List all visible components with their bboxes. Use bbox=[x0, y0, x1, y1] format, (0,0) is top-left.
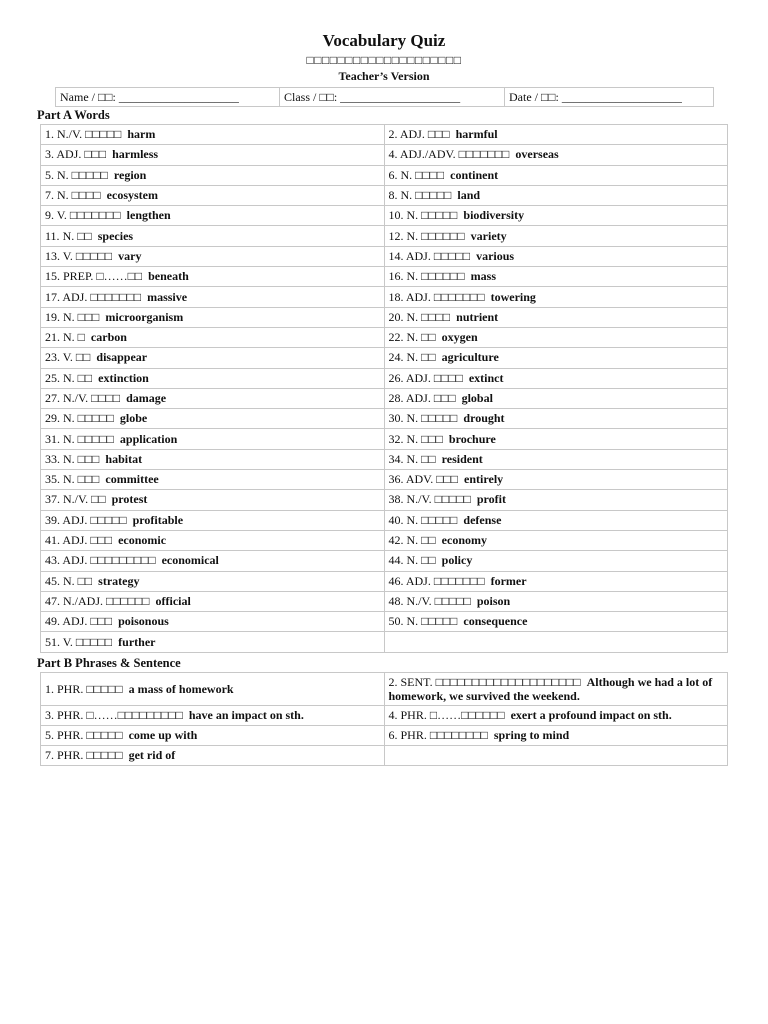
item-english: strategy bbox=[98, 573, 140, 588]
item-category: N. □□□□□ bbox=[400, 188, 452, 203]
item-category: ADJ. □□□□□ bbox=[405, 248, 471, 263]
vocab-item bbox=[384, 429, 728, 449]
vocab-item bbox=[41, 449, 385, 469]
item-english: profitable bbox=[132, 512, 184, 527]
item-number: 36. bbox=[388, 472, 404, 487]
words-row bbox=[41, 206, 728, 226]
item-category: ADJ. □□□□□ bbox=[62, 512, 127, 527]
item-english: application bbox=[119, 431, 178, 446]
item-english: official bbox=[155, 593, 191, 608]
item-english: land bbox=[457, 188, 481, 203]
item-category: ADJ. □□□ bbox=[62, 533, 113, 548]
part-a-heading: Part A Words bbox=[37, 108, 110, 122]
item-category: N. □□□ bbox=[63, 451, 100, 466]
item-number: 45. bbox=[45, 573, 60, 588]
words-row bbox=[41, 530, 728, 550]
item-english: globe bbox=[119, 411, 148, 426]
words-row bbox=[41, 551, 728, 571]
item-number: 48. bbox=[388, 593, 404, 608]
words-row bbox=[41, 449, 728, 469]
item-english: get rid of bbox=[128, 748, 176, 762]
item-english: poisonous bbox=[118, 614, 169, 629]
item-english: species bbox=[97, 228, 134, 243]
words-table bbox=[40, 124, 728, 653]
item-number: 6. bbox=[388, 167, 398, 182]
item-number: 27. bbox=[45, 391, 60, 405]
words-row bbox=[41, 307, 728, 327]
item-number: 4. bbox=[388, 708, 398, 722]
item-number: 50. bbox=[388, 614, 404, 629]
item-number: 16. bbox=[388, 269, 404, 284]
item-category: PHR. □□□□□ bbox=[57, 748, 123, 762]
date-field[interactable]: Date / □□: ____________________ bbox=[505, 88, 714, 107]
item-number: 17. bbox=[45, 289, 60, 304]
version-label: Teacher’s Version bbox=[338, 69, 430, 83]
item-number: 37. bbox=[45, 492, 60, 507]
item-english: disappear bbox=[96, 350, 148, 365]
item-category: ADJ. □□□ bbox=[56, 147, 107, 162]
item-category: N. □□ bbox=[406, 533, 436, 548]
item-number: 49. bbox=[45, 614, 60, 629]
item-number: 2. bbox=[388, 675, 398, 689]
vocab-item bbox=[384, 307, 728, 327]
vocab-item bbox=[41, 307, 385, 327]
item-english: consequence bbox=[463, 614, 528, 629]
item-english: poison bbox=[476, 593, 511, 608]
vocab-item bbox=[384, 510, 728, 530]
item-english: extinction bbox=[98, 370, 149, 385]
vocab-item bbox=[384, 145, 728, 165]
vocab-item bbox=[41, 470, 385, 490]
item-number: 28. bbox=[388, 391, 404, 405]
item-category: ADJ. □□□ bbox=[62, 614, 113, 629]
item-number: 41. bbox=[45, 533, 60, 548]
empty-cell bbox=[384, 746, 728, 766]
empty-cell bbox=[384, 632, 728, 652]
vocab-item bbox=[41, 145, 385, 165]
vocab-item bbox=[384, 125, 728, 145]
item-number: 31. bbox=[45, 431, 60, 446]
item-category: N. □□□□□ bbox=[63, 411, 114, 426]
item-english: economy bbox=[441, 533, 487, 548]
words-row bbox=[41, 591, 728, 611]
item-number: 15. bbox=[45, 269, 60, 284]
item-english: variety bbox=[470, 228, 507, 243]
item-number: 40. bbox=[388, 512, 404, 527]
item-english: drought bbox=[463, 411, 505, 426]
item-category: N./ADJ. □□□□□□ bbox=[63, 593, 150, 608]
item-number: 21. bbox=[45, 330, 60, 345]
vocab-item bbox=[41, 490, 385, 510]
item-number: 34. bbox=[388, 451, 404, 466]
item-category: PHR. □□□□□ bbox=[57, 728, 123, 742]
item-category: PHR. □……□□□□□□ bbox=[400, 708, 505, 722]
item-category: ADJ. □□□□ bbox=[405, 370, 463, 385]
item-category: N. □□□ bbox=[63, 472, 100, 487]
item-category: N. □□□□ bbox=[400, 167, 445, 182]
item-english: committee bbox=[105, 472, 159, 487]
item-english: further bbox=[118, 634, 156, 649]
item-category: N. □□□□□ bbox=[57, 167, 108, 182]
item-english: mass bbox=[470, 269, 496, 284]
item-english: region bbox=[113, 167, 147, 182]
item-english: harmless bbox=[112, 147, 159, 162]
vocab-item bbox=[41, 571, 385, 591]
vocab-item bbox=[384, 226, 728, 246]
vocab-item bbox=[41, 530, 385, 550]
item-category: V. □□□□□□□ bbox=[56, 208, 121, 223]
words-row bbox=[41, 490, 728, 510]
words-row bbox=[41, 409, 728, 429]
quiz-subtitle: □□□□□□□□□□□□□□□□□□□□ bbox=[306, 53, 462, 67]
item-category: PHR. □□□□□□□□ bbox=[400, 728, 488, 742]
item-english: resident bbox=[441, 451, 483, 466]
item-category: ADJ./ADV. □□□□□□□ bbox=[399, 147, 510, 162]
item-number: 33. bbox=[45, 451, 60, 466]
item-english: agriculture bbox=[441, 350, 499, 365]
quiz-title: Vocabulary Quiz bbox=[322, 31, 446, 50]
item-english: spring to mind bbox=[493, 728, 570, 742]
vocab-item bbox=[384, 287, 728, 307]
item-number: 42. bbox=[388, 533, 404, 548]
vocab-item bbox=[41, 388, 385, 408]
item-english: exert a profound impact on sth. bbox=[510, 708, 672, 722]
item-category: N. □□ bbox=[62, 228, 92, 243]
item-english: various bbox=[476, 248, 515, 263]
vocab-item bbox=[41, 726, 385, 746]
item-number: 6. bbox=[388, 728, 398, 742]
item-number: 1. bbox=[45, 681, 54, 696]
phrases-row bbox=[41, 746, 728, 766]
item-category: V. □□□□□ bbox=[62, 634, 113, 649]
item-number: 3. bbox=[45, 708, 54, 722]
item-number: 47. bbox=[45, 593, 60, 608]
item-number: 32. bbox=[388, 431, 404, 446]
item-number: 30. bbox=[388, 411, 404, 426]
item-number: 38. bbox=[388, 492, 404, 507]
item-english: massive bbox=[147, 289, 188, 304]
words-row bbox=[41, 429, 728, 449]
words-row bbox=[41, 470, 728, 490]
vocab-item bbox=[41, 226, 385, 246]
item-number: 14. bbox=[388, 248, 404, 263]
item-english: towering bbox=[490, 289, 536, 304]
vocab-item bbox=[41, 368, 385, 388]
item-number: 19. bbox=[45, 309, 60, 324]
item-category: N./V. □□□□□ bbox=[57, 127, 122, 142]
item-number: 22. bbox=[388, 330, 404, 345]
vocab-item bbox=[384, 165, 728, 185]
item-category: PHR. □……□□□□□□□□□ bbox=[57, 708, 183, 722]
item-category: N. □□ bbox=[406, 330, 436, 345]
phrases-row bbox=[41, 673, 728, 706]
item-category: ADJ. □□□ bbox=[405, 391, 456, 405]
vocab-item bbox=[41, 746, 385, 766]
item-english: biodiversity bbox=[463, 208, 525, 223]
item-category: N. □□ bbox=[406, 553, 436, 568]
item-english: come up with bbox=[128, 728, 198, 742]
item-number: 12. bbox=[388, 228, 404, 243]
item-number: 18. bbox=[388, 289, 404, 304]
item-category: N. □□ bbox=[63, 573, 93, 588]
item-english: beneath bbox=[148, 269, 189, 284]
item-category: ADV. □□□ bbox=[405, 472, 459, 487]
vocab-item bbox=[384, 348, 728, 368]
vocab-item bbox=[41, 246, 385, 266]
vocab-item bbox=[41, 206, 385, 226]
phrases-row bbox=[41, 726, 728, 746]
vocab-item bbox=[384, 368, 728, 388]
item-english: economic bbox=[118, 533, 167, 548]
vocab-item bbox=[384, 470, 728, 490]
vocab-item bbox=[41, 673, 385, 706]
vocab-item bbox=[384, 409, 728, 429]
class-field[interactable]: Class / □□: ____________________ bbox=[280, 88, 505, 107]
item-number: 7. bbox=[45, 748, 54, 762]
words-row bbox=[41, 165, 728, 185]
item-number: 11. bbox=[45, 228, 60, 243]
item-number: 5. bbox=[45, 167, 54, 182]
vocab-item bbox=[384, 530, 728, 550]
words-row bbox=[41, 368, 728, 388]
vocab-item bbox=[384, 571, 728, 591]
item-category: N. □□□□□ bbox=[63, 431, 114, 446]
item-number: 26. bbox=[388, 370, 404, 385]
item-category: N. □□ bbox=[63, 370, 93, 385]
vocab-item bbox=[384, 706, 728, 726]
item-english: microorganism bbox=[105, 309, 184, 324]
item-number: 24. bbox=[388, 350, 404, 365]
vocab-item bbox=[41, 409, 385, 429]
vocab-item bbox=[41, 706, 385, 726]
vocab-item bbox=[41, 327, 385, 347]
item-english: brochure bbox=[448, 431, 496, 446]
vocab-item bbox=[41, 632, 385, 652]
item-english: nutrient bbox=[456, 309, 499, 324]
item-category: ADJ. □□□□□□□□□ bbox=[62, 553, 156, 568]
item-number: 13. bbox=[45, 248, 60, 263]
words-row bbox=[41, 226, 728, 246]
item-english: ecosystem bbox=[106, 188, 158, 203]
item-category: PREP. □……□□ bbox=[63, 269, 143, 284]
item-english: extinct bbox=[468, 370, 504, 385]
vocab-item bbox=[384, 267, 728, 287]
words-row bbox=[41, 612, 728, 632]
item-number: 44. bbox=[388, 553, 404, 568]
vocab-item bbox=[41, 287, 385, 307]
item-number: 8. bbox=[388, 188, 398, 203]
item-number: 23. bbox=[45, 350, 60, 365]
words-row bbox=[41, 145, 728, 165]
vocab-item bbox=[384, 246, 728, 266]
phrases-row bbox=[41, 706, 728, 726]
vocab-item bbox=[41, 185, 385, 205]
item-english: defense bbox=[463, 512, 502, 527]
item-english: profit bbox=[476, 492, 506, 507]
item-english: habitat bbox=[105, 451, 143, 466]
item-number: 5. bbox=[45, 728, 54, 742]
item-english: damage bbox=[126, 391, 167, 405]
words-row bbox=[41, 267, 728, 287]
words-row bbox=[41, 125, 728, 145]
item-category: ADJ. □□□ bbox=[399, 127, 450, 142]
student-info-table bbox=[55, 87, 714, 107]
vocab-item bbox=[384, 206, 728, 226]
vocab-item bbox=[384, 612, 728, 632]
words-row bbox=[41, 388, 728, 408]
phrases-table bbox=[40, 672, 728, 766]
vocab-item bbox=[384, 551, 728, 571]
item-number: 3. bbox=[45, 147, 54, 162]
words-row bbox=[41, 287, 728, 307]
item-category: N. □□□□□ bbox=[406, 208, 458, 223]
item-number: 39. bbox=[45, 512, 60, 527]
vocab-item bbox=[41, 551, 385, 571]
vocab-item bbox=[384, 591, 728, 611]
words-row bbox=[41, 246, 728, 266]
vocab-item bbox=[41, 267, 385, 287]
item-english: a mass of homework bbox=[128, 681, 234, 696]
vocab-item bbox=[384, 673, 728, 706]
item-category: N. □□□□□□ bbox=[406, 269, 465, 284]
item-category: PHR. □□□□□ bbox=[57, 681, 123, 696]
item-english: have an impact on sth. bbox=[188, 708, 304, 722]
item-category: N. □ bbox=[63, 330, 85, 345]
item-number: 46. bbox=[388, 573, 404, 588]
item-category: N. □□□ bbox=[63, 309, 100, 324]
words-row bbox=[41, 571, 728, 591]
name-field[interactable]: Name / □□: ____________________ bbox=[56, 88, 280, 107]
item-english: lengthen bbox=[126, 208, 171, 223]
item-english: policy bbox=[441, 553, 473, 568]
item-number: 43. bbox=[45, 553, 60, 568]
item-english: economical bbox=[161, 553, 219, 568]
item-english: former bbox=[490, 573, 527, 588]
item-english: oxygen bbox=[441, 330, 478, 345]
vocab-item bbox=[41, 612, 385, 632]
item-english: entirely bbox=[464, 472, 504, 487]
item-english: carbon bbox=[90, 330, 127, 345]
words-row bbox=[41, 510, 728, 530]
item-english: global bbox=[461, 391, 493, 405]
vocab-item bbox=[41, 429, 385, 449]
item-number: 9. bbox=[45, 208, 54, 223]
words-row bbox=[41, 185, 728, 205]
item-category: SENT. □□□□□□□□□□□□□□□□□□□□ bbox=[400, 675, 581, 689]
vocab-item bbox=[41, 165, 385, 185]
item-category: N. □□□□ bbox=[406, 309, 451, 324]
item-english: vary bbox=[118, 248, 142, 263]
vocab-item bbox=[41, 591, 385, 611]
words-row bbox=[41, 348, 728, 368]
item-category: N. □□□ bbox=[406, 431, 443, 446]
item-category: N. □□ bbox=[406, 451, 436, 466]
vocab-item bbox=[384, 490, 728, 510]
item-number: 2. bbox=[388, 127, 398, 142]
item-category: N./V. □□□□ bbox=[63, 391, 121, 405]
item-category: N. □□ bbox=[406, 350, 436, 365]
vocab-item bbox=[384, 726, 728, 746]
item-number: 35. bbox=[45, 472, 60, 487]
item-category: N. □□□□□ bbox=[406, 411, 458, 426]
item-category: N./V. □□□□□ bbox=[406, 492, 471, 507]
vocab-item bbox=[41, 348, 385, 368]
vocab-item bbox=[384, 185, 728, 205]
item-category: N. □□□□□□ bbox=[406, 228, 465, 243]
vocab-item bbox=[41, 125, 385, 145]
words-row bbox=[41, 632, 728, 652]
item-category: N./V. □□ bbox=[63, 492, 106, 507]
item-number: 1. bbox=[45, 127, 54, 142]
item-category: ADJ. □□□□□□□ bbox=[405, 573, 485, 588]
item-category: N. □□□□ bbox=[57, 188, 101, 203]
item-category: N./V. □□□□□ bbox=[406, 593, 471, 608]
item-english: continent bbox=[450, 167, 499, 182]
item-category: N. □□□□□ bbox=[406, 614, 458, 629]
item-english: overseas bbox=[515, 147, 559, 162]
item-number: 7. bbox=[45, 188, 54, 203]
vocab-item bbox=[384, 327, 728, 347]
part-b-heading: Part B Phrases & Sentence bbox=[37, 656, 181, 670]
item-category: V. □□□□□ bbox=[62, 248, 113, 263]
item-number: 25. bbox=[45, 370, 60, 385]
item-category: ADJ. □□□□□□□ bbox=[405, 289, 485, 304]
item-number: 4. bbox=[388, 147, 398, 162]
item-number: 29. bbox=[45, 411, 60, 426]
item-number: 20. bbox=[388, 309, 404, 324]
item-category: ADJ. □□□□□□□ bbox=[62, 289, 142, 304]
item-category: N. □□□□□ bbox=[406, 512, 458, 527]
item-english: protest bbox=[111, 492, 148, 507]
item-number: 51. bbox=[45, 634, 60, 649]
vocab-item bbox=[384, 388, 728, 408]
item-english: harm bbox=[127, 127, 156, 142]
item-english: Although we had a lot of homework, we survived the weekend. bbox=[388, 675, 713, 703]
item-number: 10. bbox=[388, 208, 404, 223]
vocab-item bbox=[384, 449, 728, 469]
item-category: V. □□ bbox=[62, 350, 91, 365]
vocab-item bbox=[41, 510, 385, 530]
item-english: harmful bbox=[455, 127, 498, 142]
words-row bbox=[41, 327, 728, 347]
